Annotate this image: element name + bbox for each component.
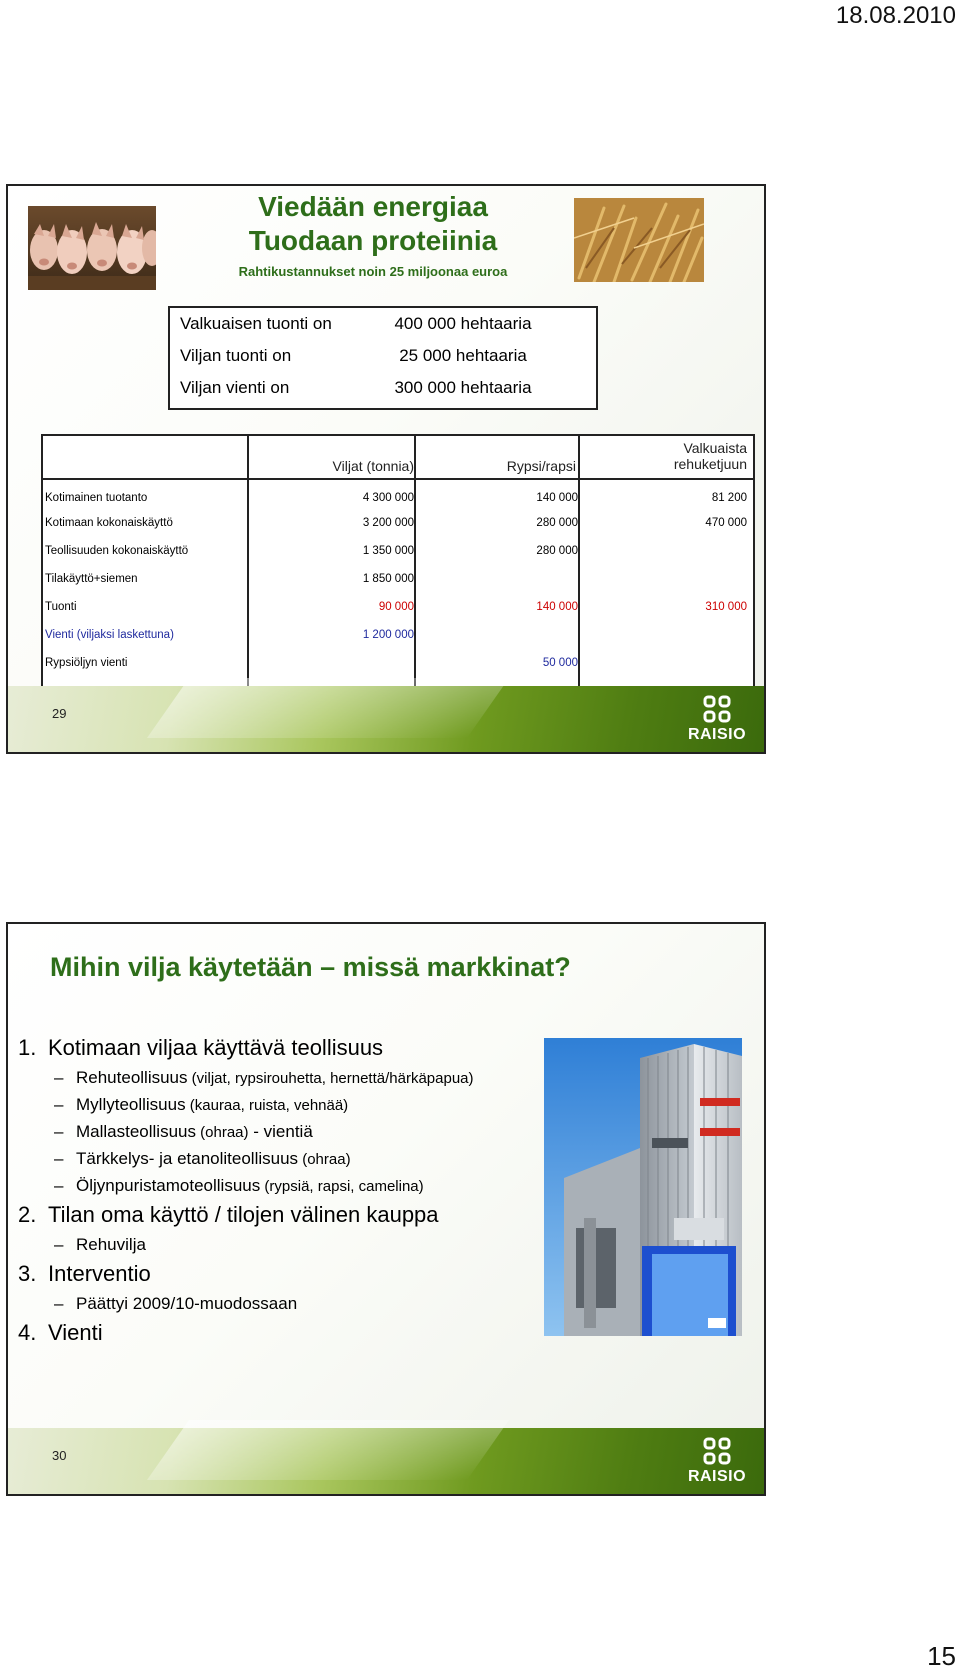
row-label: Kotimaan kokonaiskäyttö xyxy=(45,517,173,529)
table-row xyxy=(43,653,753,677)
cell-rapeseed: 280 000 xyxy=(536,517,578,529)
cell-protein: 470 000 xyxy=(705,517,747,529)
header-cereals: Viljat (tonnia) xyxy=(332,458,414,474)
table-row xyxy=(43,513,753,537)
hectare-summary-box xyxy=(168,306,598,410)
slide-subtitle: Rahtikustannukset noin 25 miljoonaa euroa xyxy=(238,264,508,279)
area-row xyxy=(170,340,596,370)
header-protein-line-1: Valkuaista xyxy=(683,440,747,456)
sub-item: – Rehuvilja xyxy=(54,1235,146,1254)
row-label: Teollisuuden kokonaiskäyttö xyxy=(45,545,189,557)
area-label: Valkuaisen tuonti on xyxy=(180,314,332,333)
title-line-1: Viedään energiaa xyxy=(258,191,488,222)
page-number: 15 xyxy=(927,1641,956,1671)
cell-cereals: 1 850 000 xyxy=(362,573,414,585)
raisio-grid-icon xyxy=(702,1436,732,1466)
cell-cereals: 90 000 xyxy=(378,601,414,613)
area-row xyxy=(170,308,596,338)
slide-title xyxy=(208,190,538,279)
list-item: 1. Kotimaan viljaa käyttävä teollisuus xyxy=(18,1035,384,1060)
raisio-logo xyxy=(684,694,750,744)
cell-cereals: 1 200 000 xyxy=(362,629,414,641)
sub-item: – Mallasteollisuus (ohraa) - vientiä xyxy=(54,1122,313,1141)
table-row xyxy=(43,597,753,621)
cell-cereals: 1 350 000 xyxy=(362,545,414,557)
cell-protein: 310 000 xyxy=(705,601,747,613)
raisio-grid-icon xyxy=(702,694,732,724)
slide-title: Mihin vilja käytetään – missä markkinat? xyxy=(50,952,571,982)
sub-item: – Öljynpuristamoteollisuus (rypsiä, rapsi, camelina) xyxy=(54,1176,424,1195)
area-label: Viljan tuonti on xyxy=(180,346,292,365)
area-label: Viljan vienti on xyxy=(180,378,290,397)
logo-text: RAISIO xyxy=(687,726,747,743)
list-item: 3. Interventio xyxy=(18,1261,151,1286)
cell-rapeseed: 50 000 xyxy=(542,657,578,669)
slide-30 xyxy=(6,922,766,1496)
usage-list xyxy=(14,1032,514,1349)
area-value: 400 000 hehtaaria xyxy=(394,314,532,333)
logo-text: RAISIO xyxy=(687,1468,747,1485)
slide-number: 30 xyxy=(52,1448,67,1463)
slide-footer xyxy=(8,686,764,752)
row-label: Tilakäyttö+siemen xyxy=(45,573,138,585)
table-row xyxy=(43,488,753,512)
area-value: 25 000 hehtaaria xyxy=(399,346,527,365)
sub-item: – Rehuteollisuus (viljat, rypsirouhetta, hernettä/härkäpapua) xyxy=(54,1068,474,1087)
document-date: 18.08.2010 xyxy=(835,2,956,29)
cell-rapeseed: 140 000 xyxy=(536,601,578,613)
header-rapeseed: Rypsi/rapsi xyxy=(506,458,576,474)
row-label: Vienti (viljaksi laskettuna) xyxy=(45,629,174,641)
factory-building-photo xyxy=(544,1038,742,1336)
cell-rapeseed: 140 000 xyxy=(536,492,578,504)
row-label: Tuonti xyxy=(45,601,77,613)
table-row xyxy=(43,625,753,649)
slide-29 xyxy=(6,184,766,754)
slide-footer xyxy=(8,1428,764,1494)
wheat-photo xyxy=(574,198,704,282)
table-row xyxy=(43,541,753,565)
raisio-logo xyxy=(684,1436,750,1486)
list-item: 4. Vienti xyxy=(18,1320,103,1345)
row-label: Rypsiöljyn vienti xyxy=(45,657,128,669)
cell-cereals: 3 200 000 xyxy=(362,517,414,529)
title-line-2: Tuodaan proteiinia xyxy=(248,225,498,256)
list-item: 2. Tilan oma käyttö / tilojen välinen kauppa xyxy=(18,1202,439,1227)
cell-cereals: 4 300 000 xyxy=(362,492,414,504)
header-protein xyxy=(580,440,747,472)
sub-item: – Tärkkelys- ja etanoliteollisuus (ohraa) xyxy=(54,1149,351,1168)
header-protein-line-2: rehuketjuun xyxy=(673,456,747,472)
table-row xyxy=(43,569,753,593)
sub-item: – Myllyteollisuus (kauraa, ruista, vehnää) xyxy=(54,1095,349,1114)
sub-item: – Päättyi 2009/10-muodossaan xyxy=(54,1294,298,1313)
area-value: 300 000 hehtaaria xyxy=(394,378,532,397)
cell-protein: 81 200 xyxy=(711,492,747,504)
cell-rapeseed: 280 000 xyxy=(536,545,578,557)
row-label: Kotimainen tuotanto xyxy=(45,492,148,504)
crop-balance-table xyxy=(41,434,755,690)
area-row xyxy=(170,372,596,402)
header-divider xyxy=(43,478,753,480)
pigs-photo xyxy=(28,206,156,290)
slide-number: 29 xyxy=(52,706,67,721)
